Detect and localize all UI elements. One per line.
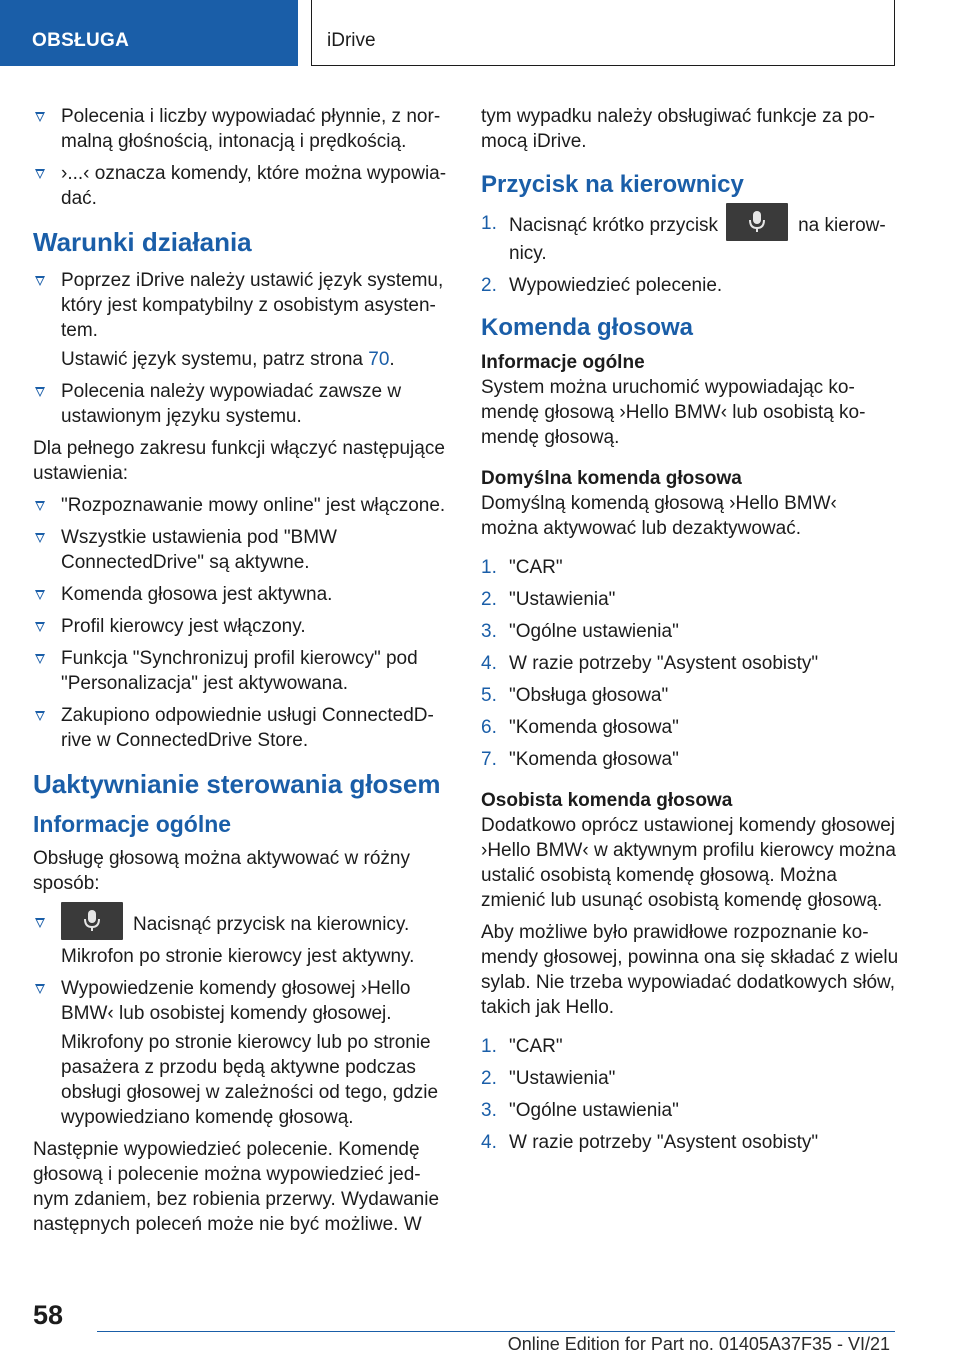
triangle-bullet-icon xyxy=(35,622,45,632)
page-reference-link[interactable]: 70 xyxy=(368,349,390,370)
block-heading: Osobista komenda głosowa xyxy=(481,790,733,811)
paragraph: tym wypadku należy obsługiwać funkcje za pomocą iDrive. xyxy=(481,106,875,152)
voice-button xyxy=(61,902,123,940)
step-item: 1. "CAR" xyxy=(481,557,563,578)
triangle-bullet-icon xyxy=(35,918,45,928)
chapter-title: iDrive xyxy=(327,30,376,51)
list-item: Nacisnąć przycisk na kierownicy. Mikrofon po stronie kierowcy jest aktywny. xyxy=(33,910,447,969)
list-item: Polecenia należy wypowiadać zawsze w ustawionym języku systemu. xyxy=(33,379,447,429)
block-heading: Domyślna komenda głosowa xyxy=(481,468,742,489)
triangle-bullet-icon xyxy=(35,112,45,122)
triangle-bullet-icon xyxy=(35,501,45,511)
left-column xyxy=(33,104,447,1244)
page-header xyxy=(0,0,960,66)
paragraph: Domyślną komendą głosową ›Hello BMW‹ można aktywować lub dezaktywować. xyxy=(481,493,837,539)
triangle-bullet-icon xyxy=(35,533,45,543)
list-item: Wszystkie ustawienia pod "BMW ConnectedDrive" są aktywne. xyxy=(33,525,447,575)
triangle-bullet-icon xyxy=(35,169,45,179)
step-item: 6. "Komenda głosowa" xyxy=(481,717,679,738)
step-item: 3. "Ogólne ustawienia" xyxy=(481,621,679,642)
section-tab xyxy=(0,0,298,66)
step-item: 2. "Ustawienia" xyxy=(481,589,616,610)
list-item: Profil kierowcy jest włączony. xyxy=(33,614,447,639)
section-heading-przycisk: Przycisk na kierownicy xyxy=(481,171,744,198)
triangle-bullet-icon xyxy=(35,276,45,286)
step-item: 3. "Ogólne ustawienia" xyxy=(481,1100,679,1121)
subsection-heading-komenda: Komenda głosowa xyxy=(481,314,694,341)
list-item: Poprzez iDrive należy ustawić język systemu, który jest kompatybilny z osobistym asystentem. Ustawić język systemu, patrz strona 70. xyxy=(33,268,447,372)
triangle-bullet-icon xyxy=(35,711,45,721)
triangle-bullet-icon xyxy=(35,984,45,994)
list-item: Polecenia i liczby wypowiadać płynnie, z normalną głośnością, intonacją i prędkością. xyxy=(33,104,447,154)
microphone-icon xyxy=(747,210,767,234)
list-item: Zakupiono odpowiednie usługi ConnectedDrive w ConnectedDrive Store. xyxy=(33,703,447,753)
subsection-heading-informacje: Informacje ogólne xyxy=(33,811,232,837)
step-item: 5. "Obsługa głosowa" xyxy=(481,685,669,706)
edition-note: Online Edition for Part no. 01405A37F35 - VI/21 xyxy=(507,1334,890,1354)
list-item-note: Ustawić język systemu, patrz strona 70. xyxy=(61,349,395,370)
chapter-tab xyxy=(311,0,895,66)
step-item: 4. W razie potrzeby "Asystent osobisty" xyxy=(481,1132,819,1153)
step-item: 1. "CAR" xyxy=(481,1036,563,1057)
paragraph: System można uruchomić wypowiadając komendę głosową ›Hello BMW‹ lub osobistą komendę głosową. xyxy=(481,377,866,448)
list-item: Wypowiedzenie komendy głosowej ›Hello BMW‹ lub osobistej komendy głosowej. Mikrofony po stronie kierowcy lub po stronie pasażera z przodu będą aktywne podczas obsługi głosowej w zależności od tego, gdzie wypowiedziano komendę głosową. xyxy=(33,976,447,1130)
step-item: 2. Wypowiedzieć polecenie. xyxy=(481,275,723,296)
list-item: "Rozpoznawanie mowy online" jest włączone. xyxy=(33,493,447,518)
voice-button xyxy=(726,203,788,241)
section-heading-aktywacja: Uaktywnianie sterowania głosem xyxy=(33,769,441,799)
triangle-bullet-icon xyxy=(35,654,45,664)
step-item: 2. "Ustawienia" xyxy=(481,1068,616,1089)
section-heading-warunki: Warunki działania xyxy=(33,227,252,257)
paragraph: Następnie wypowiedzieć polecenie. Komendę głosową i polecenie można wypowiedzieć jednym zdaniem, bez robienia przerwy. Wydawanie następnych poleceń może nie być możliwe. W xyxy=(33,1139,440,1235)
step-item: 1. Nacisnąć krótko przycisk na kierownicy. xyxy=(481,211,899,266)
microphone-icon xyxy=(82,909,102,933)
list-item: ›...‹ oznacza komendy, które można wypowiadać. xyxy=(33,161,447,211)
triangle-bullet-icon xyxy=(35,590,45,600)
list-item-note: Mikrofony po stronie kierowcy lub po stronie pasażera z przodu będą aktywne podczas obsługi głosowej w zależności od tego, gdzie wypowiedziano komendę głosową. xyxy=(61,1032,439,1128)
paragraph: Dla pełnego zakresu funkcji włączyć następujące ustawienia: xyxy=(33,438,445,484)
paragraph: Obsługę głosową można aktywować w różny sposób: xyxy=(33,848,411,894)
paragraph: Aby możliwe było prawidłowe rozpoznanie komendy głosowej, powinna ona się składać z wielu sylab. Nie trzeba wypowiadać dodatkowych słów, takich jak Hello. xyxy=(481,922,899,1018)
step-item: 7. "Komenda głosowa" xyxy=(481,749,679,770)
list-item-note: Mikrofon po stronie kierowcy jest aktywny. xyxy=(61,946,415,967)
step-item: 4. W razie potrzeby "Asystent osobisty" xyxy=(481,653,819,674)
right-column xyxy=(481,104,899,1162)
section-title: OBSŁUGA xyxy=(32,30,130,51)
block-heading: Informacje ogólne xyxy=(481,352,645,373)
list-item: Funkcja "Synchronizuj profil kierowcy" pod "Personalizacja" jest aktywowana. xyxy=(33,646,447,696)
page-number: 58 xyxy=(33,1300,64,1330)
triangle-bullet-icon xyxy=(35,387,45,397)
list-item: Komenda głosowa jest aktywna. xyxy=(33,582,447,607)
paragraph: Dodatkowo oprócz ustawionej komendy głosowej ›Hello BMW‹ w aktywnym profilu kierowcy można ustalić osobistą komendę głosową. Można zmienić lub usunąć osobistą komendę głosową. xyxy=(481,815,896,911)
